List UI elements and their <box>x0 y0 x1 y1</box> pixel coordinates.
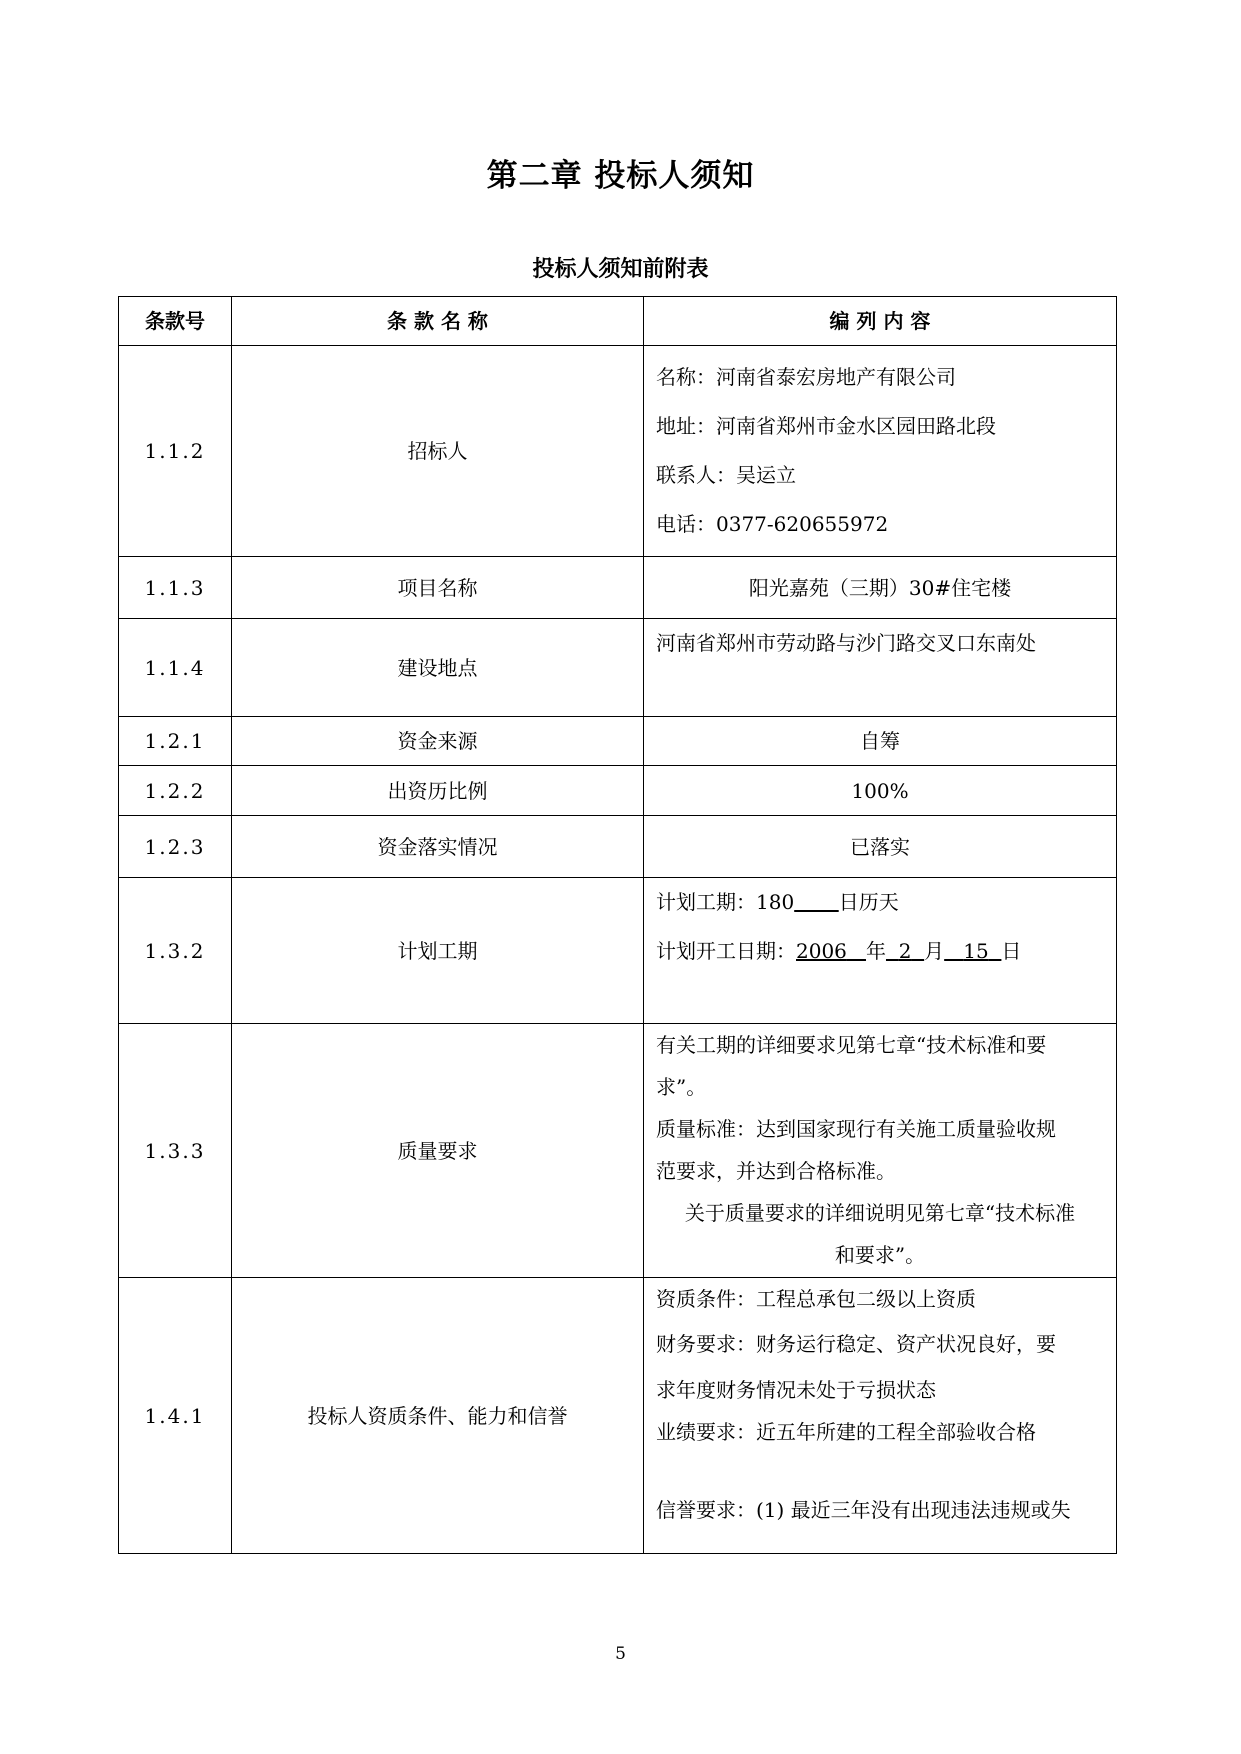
clause-no: 1.2.3 <box>119 816 232 878</box>
table-row <box>119 766 1117 816</box>
planned-period: 计划工期：180 日历天 <box>656 890 899 914</box>
start-day: 15 <box>963 939 989 963</box>
tenderer-address: 地址：河南省郑州市金水区园田路北段 <box>656 414 996 438</box>
clause-name: 资金来源 <box>232 717 644 766</box>
table-row <box>119 878 1117 1024</box>
tenderer-phone: 电话：0377-620655972 <box>656 512 889 536</box>
clause-name: 质量要求 <box>232 1024 644 1278</box>
clause-no: 1.1.3 <box>119 557 232 619</box>
table-header-row <box>119 297 1117 346</box>
performance-requirement: 业绩要求：近五年所建的工程全部验收合格 <box>656 1420 1036 1444</box>
page-number: 5 <box>615 1644 626 1664</box>
tenderer-name: 名称：河南省泰宏房地产有限公司 <box>656 365 956 389</box>
clause-no: 1.3.3 <box>119 1024 232 1278</box>
planned-period-value: 180 <box>756 890 795 914</box>
clause-content: 有关工期的详细要求见第七章“技术标准和要 求”。 质量标准：达到国家现行有关施工质量验收规 范要求，并达到合格标准。 关于质量要求的详细说明见第七章“技术标准 和要求”。 <box>644 1024 1117 1278</box>
clause-no: 1.3.2 <box>119 878 232 1024</box>
clause-content: 已落实 <box>644 816 1117 878</box>
table-row <box>119 346 1117 557</box>
clause-name: 出资历比例 <box>232 766 644 816</box>
clause-name: 资金落实情况 <box>232 816 644 878</box>
header-content: 编 列 内 容 <box>644 297 1117 346</box>
chapter-title: 第二章 投标人须知 <box>486 158 755 194</box>
qualification-requirement: 资质条件：工程总承包二级以上资质 <box>656 1287 976 1311</box>
clause-no: 1.2.2 <box>119 766 232 816</box>
clause-no: 1.2.1 <box>119 717 232 766</box>
clause-content <box>644 346 1117 557</box>
clause-name: 建设地点 <box>232 619 644 717</box>
table-row <box>119 717 1117 766</box>
clause-no: 1.4.1 <box>119 1278 232 1554</box>
start-month: 2 <box>898 939 912 963</box>
reputation-requirement: 信誉要求：(1) 最近三年没有出现违法违规或失 <box>656 1498 1071 1522</box>
clause-content: 阳光嘉苑（三期）30#住宅楼 <box>644 557 1117 619</box>
table-row <box>119 816 1117 878</box>
header-clause-no: 条款号 <box>119 297 232 346</box>
clause-name: 投标人资质条件、能力和信誉 <box>232 1278 644 1554</box>
table-row <box>119 1278 1117 1554</box>
header-clause-name: 条 款 名 称 <box>232 297 644 346</box>
clause-no: 1.1.4 <box>119 619 232 717</box>
start-year: 2006 <box>796 939 847 963</box>
clause-name: 计划工期 <box>232 878 644 1024</box>
planned-start-date: 计划开工日期：2006 年 2 月 15 日 <box>656 939 1022 963</box>
clause-content: 100% <box>644 766 1117 816</box>
tenderer-contact: 联系人：吴运立 <box>656 463 796 487</box>
table-row <box>119 1024 1117 1278</box>
clause-name: 项目名称 <box>232 557 644 619</box>
clause-no: 1.1.2 <box>119 346 232 557</box>
clause-content: 自筹 <box>644 717 1117 766</box>
clause-content <box>644 878 1117 1024</box>
bidder-instructions-table <box>118 296 1117 1554</box>
clause-name: 招标人 <box>232 346 644 557</box>
table-title: 投标人须知前附表 <box>532 256 709 282</box>
financial-requirement: 财务要求：财务运行稳定、资产状况良好，要 <box>656 1332 1056 1356</box>
clause-content: 资质条件：工程总承包二级以上资质 财务要求：财务运行稳定、资产状况良好，要 求年度财务情况未处于亏损状态 业绩要求：近五年所建的工程全部验收合格 信誉要求：(1) 最近三年没有出现违法违规或失 <box>644 1278 1117 1554</box>
clause-content: 河南省郑州市劳动路与沙门路交叉口东南处 <box>644 619 1117 717</box>
table-row <box>119 557 1117 619</box>
table-row <box>119 619 1117 717</box>
